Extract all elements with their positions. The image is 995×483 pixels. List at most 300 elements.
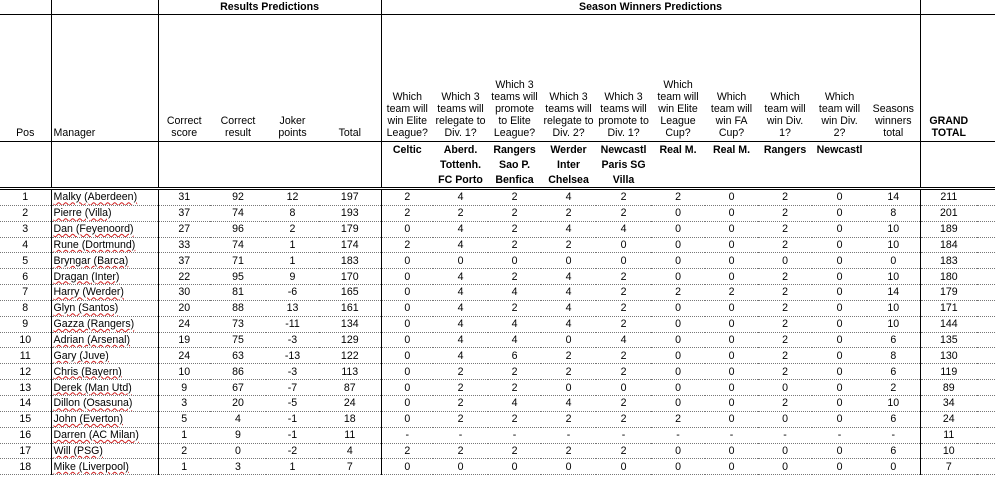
winner-cell bbox=[705, 172, 758, 189]
table-row bbox=[0, 364, 995, 380]
prediction-cell: 0 bbox=[705, 348, 758, 364]
prediction-cell: 4 bbox=[596, 221, 651, 237]
joker-points-cell: -6 bbox=[266, 285, 319, 301]
prediction-cell: 0 bbox=[541, 253, 596, 269]
grand-total-cell: 189 bbox=[920, 221, 977, 237]
winner-cell: Villa bbox=[596, 172, 651, 189]
winner-cell: Real M. bbox=[651, 142, 705, 158]
correct-score-cell: 20 bbox=[158, 300, 210, 316]
col-q4: Which 3 teams will relegate to Div. 2? bbox=[541, 15, 596, 142]
pos-cell: 17 bbox=[0, 443, 51, 459]
prediction-cell: 0 bbox=[705, 316, 758, 332]
seasons-total-cell: 8 bbox=[867, 205, 920, 221]
grand-total-cell: 34 bbox=[920, 395, 977, 411]
prediction-cell: 2 bbox=[381, 205, 433, 221]
seasons-total-cell: 6 bbox=[867, 411, 920, 427]
prediction-cell: 0 bbox=[381, 221, 433, 237]
prediction-cell: 2 bbox=[488, 237, 541, 253]
prediction-cell: 4 bbox=[541, 221, 596, 237]
correct-result-cell: 88 bbox=[210, 300, 266, 316]
prediction-cell: 0 bbox=[651, 459, 705, 475]
prediction-cell: 2 bbox=[433, 395, 488, 411]
prediction-cell: 0 bbox=[705, 443, 758, 459]
pos-cell: 6 bbox=[0, 269, 51, 285]
prediction-cell: 0 bbox=[381, 411, 433, 427]
prediction-cell: 0 bbox=[812, 221, 867, 237]
manager-cell bbox=[51, 427, 158, 443]
prediction-cell: - bbox=[812, 427, 867, 443]
prediction-cell: 0 bbox=[705, 332, 758, 348]
pos-cell: 7 bbox=[0, 285, 51, 301]
prediction-cell: 0 bbox=[812, 189, 867, 206]
pos-cell: 14 bbox=[0, 395, 51, 411]
prediction-cell: 0 bbox=[541, 459, 596, 475]
table-row bbox=[0, 411, 995, 427]
prediction-cell: 4 bbox=[433, 316, 488, 332]
prediction-cell: 2 bbox=[541, 348, 596, 364]
prediction-cell: 0 bbox=[541, 332, 596, 348]
winner-cell: Celtic bbox=[381, 142, 433, 158]
manager-name: John (Everton) bbox=[53, 413, 123, 426]
table-row bbox=[0, 380, 995, 396]
prediction-cell: 0 bbox=[812, 364, 867, 380]
manager-cell bbox=[51, 316, 158, 332]
winners-rows bbox=[0, 142, 995, 189]
winner-cell: Newcastl bbox=[812, 142, 867, 158]
prediction-cell: 2 bbox=[758, 285, 812, 301]
prediction-cell: 0 bbox=[433, 459, 488, 475]
prediction-cell: 0 bbox=[812, 395, 867, 411]
prediction-cell: 2 bbox=[758, 205, 812, 221]
seasons-total-cell: - bbox=[867, 427, 920, 443]
prediction-cell: 0 bbox=[812, 237, 867, 253]
correct-result-cell: 86 bbox=[210, 364, 266, 380]
pos-cell: 10 bbox=[0, 332, 51, 348]
joker-points-cell: -1 bbox=[266, 427, 319, 443]
manager-cell bbox=[51, 221, 158, 237]
prediction-cell: 0 bbox=[812, 316, 867, 332]
prediction-cell: 2 bbox=[488, 269, 541, 285]
correct-score-cell: 1 bbox=[158, 427, 210, 443]
prediction-cell: 2 bbox=[596, 300, 651, 316]
pos-cell: 8 bbox=[0, 300, 51, 316]
winner-cell bbox=[812, 157, 867, 172]
correct-score-cell: 33 bbox=[158, 237, 210, 253]
correct-score-cell: 5 bbox=[158, 411, 210, 427]
prediction-cell: 2 bbox=[651, 189, 705, 206]
manager-cell bbox=[51, 285, 158, 301]
grand-total-cell: 10 bbox=[920, 443, 977, 459]
prediction-cell: 2 bbox=[488, 411, 541, 427]
total-cell: 161 bbox=[319, 300, 381, 316]
prediction-cell: 4 bbox=[433, 300, 488, 316]
prediction-cell: 0 bbox=[651, 221, 705, 237]
prediction-cell: 0 bbox=[705, 237, 758, 253]
prediction-cell: 2 bbox=[433, 443, 488, 459]
prediction-cell: 4 bbox=[488, 395, 541, 411]
winner-cell: Paris SG bbox=[601, 158, 646, 171]
seasons-total-cell: 8 bbox=[867, 348, 920, 364]
seasons-total-cell: 0 bbox=[867, 253, 920, 269]
prediction-cell: 2 bbox=[758, 348, 812, 364]
prediction-cell: 0 bbox=[381, 332, 433, 348]
col-grand-total: GRAND TOTAL bbox=[920, 15, 977, 142]
winner-cell: Inter bbox=[557, 158, 581, 171]
table-row bbox=[0, 221, 995, 237]
correct-score-cell: 9 bbox=[158, 380, 210, 396]
winner-cell: Real M. bbox=[705, 142, 758, 158]
winner-cell bbox=[758, 172, 812, 189]
winner-cell: Rangers bbox=[758, 142, 812, 158]
prediction-cell: 2 bbox=[758, 221, 812, 237]
pos-cell: 4 bbox=[0, 237, 51, 253]
joker-points-cell: 1 bbox=[266, 237, 319, 253]
joker-points-cell: -13 bbox=[266, 348, 319, 364]
prediction-cell: 0 bbox=[812, 443, 867, 459]
prediction-cell: 6 bbox=[488, 348, 541, 364]
prediction-cell: 2 bbox=[488, 443, 541, 459]
correct-score-cell: 24 bbox=[158, 316, 210, 332]
prediction-cell: 2 bbox=[433, 380, 488, 396]
season-winners-header: Season Winners Predictions bbox=[579, 1, 723, 13]
prediction-cell: 0 bbox=[596, 459, 651, 475]
prediction-cell: 4 bbox=[541, 395, 596, 411]
prediction-cell: 2 bbox=[758, 316, 812, 332]
prediction-cell: 0 bbox=[651, 332, 705, 348]
joker-points-cell: -7 bbox=[266, 380, 319, 396]
table-row bbox=[0, 316, 995, 332]
grand-total-cell: 7 bbox=[920, 459, 977, 475]
seasons-total-cell: 14 bbox=[867, 189, 920, 206]
col-q2: Which 3 teams will relegate to Div. 1? bbox=[433, 15, 488, 142]
prediction-cell: 4 bbox=[541, 189, 596, 206]
prediction-cell: 0 bbox=[705, 395, 758, 411]
manager-name: Malky (Aberdeen) bbox=[53, 191, 138, 204]
table-row bbox=[0, 348, 995, 364]
manager-cell bbox=[51, 189, 158, 206]
prediction-cell: 0 bbox=[381, 380, 433, 396]
prediction-cell: 2 bbox=[541, 205, 596, 221]
prediction-cell: 2 bbox=[758, 300, 812, 316]
manager-name: Derek (Man Utd) bbox=[53, 381, 132, 394]
correct-score-cell: 10 bbox=[158, 364, 210, 380]
prediction-cell: 0 bbox=[705, 189, 758, 206]
correct-score-cell: 2 bbox=[158, 443, 210, 459]
pos-cell: 1 bbox=[0, 189, 51, 206]
joker-points-cell: -3 bbox=[266, 364, 319, 380]
table-row bbox=[0, 300, 995, 316]
manager-cell bbox=[51, 269, 158, 285]
prediction-cell: 4 bbox=[541, 285, 596, 301]
correct-score-cell: 37 bbox=[158, 253, 210, 269]
total-cell: 165 bbox=[319, 285, 381, 301]
joker-points-cell: 1 bbox=[266, 459, 319, 475]
prediction-cell: 0 bbox=[758, 459, 812, 475]
table-row bbox=[0, 459, 995, 475]
winner-cell bbox=[705, 157, 758, 172]
manager-name: Rune (Dortmund) bbox=[53, 238, 136, 251]
grand-total-cell: 89 bbox=[920, 380, 977, 396]
prediction-cell: 2 bbox=[596, 285, 651, 301]
prediction-cell: 0 bbox=[812, 205, 867, 221]
prediction-cell: 4 bbox=[433, 269, 488, 285]
prediction-cell: 0 bbox=[488, 253, 541, 269]
prediction-cell: 2 bbox=[488, 300, 541, 316]
winner-cell bbox=[651, 157, 705, 172]
correct-result-cell: 63 bbox=[210, 348, 266, 364]
correct-result-cell: 4 bbox=[210, 411, 266, 427]
manager-name: Bryngar (Barca) bbox=[53, 254, 129, 267]
manager-name: Will (PSG) bbox=[53, 444, 103, 457]
seasons-total-cell: 10 bbox=[867, 300, 920, 316]
correct-score-cell: 24 bbox=[158, 348, 210, 364]
prediction-cell: 0 bbox=[651, 253, 705, 269]
correct-result-cell: 3 bbox=[210, 459, 266, 475]
winner-cell bbox=[651, 172, 705, 189]
correct-score-cell: 3 bbox=[158, 395, 210, 411]
prediction-cell: 4 bbox=[541, 300, 596, 316]
prediction-cell: 0 bbox=[651, 237, 705, 253]
manager-cell bbox=[51, 253, 158, 269]
grand-total-cell: 180 bbox=[920, 269, 977, 285]
prediction-cell: 0 bbox=[812, 269, 867, 285]
correct-result-cell: 67 bbox=[210, 380, 266, 396]
winner-cell: Benfica bbox=[488, 172, 541, 189]
prediction-cell: 2 bbox=[596, 269, 651, 285]
winner-cell: Werder bbox=[541, 142, 596, 158]
joker-points-cell: -5 bbox=[266, 395, 319, 411]
prediction-cell: 2 bbox=[705, 285, 758, 301]
correct-result-cell: 71 bbox=[210, 253, 266, 269]
table-row bbox=[0, 205, 995, 221]
manager-rows bbox=[0, 189, 995, 475]
grand-total-cell: 135 bbox=[920, 332, 977, 348]
table-row bbox=[0, 253, 995, 269]
correct-score-cell: 31 bbox=[158, 189, 210, 206]
prediction-cell: 0 bbox=[381, 285, 433, 301]
total-cell: 18 bbox=[319, 411, 381, 427]
prediction-cell: 0 bbox=[433, 253, 488, 269]
total-cell: 129 bbox=[319, 332, 381, 348]
correct-score-cell: 1 bbox=[158, 459, 210, 475]
col-q5: Which 3 teams will promote to Div. 1? bbox=[596, 15, 651, 142]
correct-result-cell: 74 bbox=[210, 237, 266, 253]
prediction-cell: 0 bbox=[651, 380, 705, 396]
winner-cell bbox=[381, 172, 433, 189]
manager-cell bbox=[51, 443, 158, 459]
prediction-cell: - bbox=[541, 427, 596, 443]
prediction-cell: 2 bbox=[596, 205, 651, 221]
prediction-cell: 0 bbox=[651, 316, 705, 332]
correct-result-cell: 20 bbox=[210, 395, 266, 411]
pos-cell: 9 bbox=[0, 316, 51, 332]
prediction-cell: 4 bbox=[541, 269, 596, 285]
prediction-cell: 2 bbox=[433, 411, 488, 427]
prediction-cell: - bbox=[433, 427, 488, 443]
prediction-cell: 0 bbox=[381, 300, 433, 316]
joker-points-cell: 13 bbox=[266, 300, 319, 316]
manager-cell bbox=[51, 380, 158, 396]
winners-row bbox=[0, 157, 995, 172]
winner-cell: Chelsea bbox=[541, 172, 596, 189]
total-cell: 197 bbox=[319, 189, 381, 206]
correct-score-cell: 37 bbox=[158, 205, 210, 221]
prediction-cell: 2 bbox=[758, 237, 812, 253]
prediction-cell: 0 bbox=[812, 285, 867, 301]
joker-points-cell: -3 bbox=[266, 332, 319, 348]
seasons-total-cell: 10 bbox=[867, 395, 920, 411]
correct-result-cell: 0 bbox=[210, 443, 266, 459]
table-row bbox=[0, 237, 995, 253]
prediction-cell: 0 bbox=[651, 269, 705, 285]
prediction-cell: 0 bbox=[705, 411, 758, 427]
prediction-cell: 2 bbox=[488, 364, 541, 380]
prediction-cell: 2 bbox=[381, 189, 433, 206]
manager-cell bbox=[51, 459, 158, 475]
total-cell: 170 bbox=[319, 269, 381, 285]
prediction-cell: 0 bbox=[812, 300, 867, 316]
prediction-cell: 0 bbox=[381, 269, 433, 285]
prediction-cell: 2 bbox=[381, 443, 433, 459]
prediction-cell: 0 bbox=[812, 332, 867, 348]
manager-name: Adrian (Arsenal) bbox=[53, 334, 131, 347]
joker-points-cell: 12 bbox=[266, 189, 319, 206]
col-q8: Which team will win Div. 1? bbox=[758, 15, 812, 142]
grand-total-cell: 11 bbox=[920, 427, 977, 443]
col-seasons-total: Seasons winners total bbox=[867, 15, 920, 142]
table-row bbox=[0, 443, 995, 459]
grand-total-cell: 144 bbox=[920, 316, 977, 332]
manager-name: Harry (Werder) bbox=[53, 286, 124, 299]
seasons-total-cell: 6 bbox=[867, 443, 920, 459]
prediction-cell: 0 bbox=[381, 316, 433, 332]
col-q9: Which team will win Div. 2? bbox=[812, 15, 867, 142]
seasons-total-cell: 10 bbox=[867, 269, 920, 285]
manager-cell bbox=[51, 364, 158, 380]
grand-total-cell: 130 bbox=[920, 348, 977, 364]
prediction-cell: 0 bbox=[381, 364, 433, 380]
manager-cell bbox=[51, 332, 158, 348]
prediction-cell: - bbox=[381, 427, 433, 443]
grand-total-cell: 184 bbox=[920, 237, 977, 253]
total-cell: 4 bbox=[319, 443, 381, 459]
prediction-cell: 2 bbox=[541, 364, 596, 380]
prediction-cell: 4 bbox=[433, 221, 488, 237]
total-cell: 179 bbox=[319, 221, 381, 237]
seasons-total-cell: 10 bbox=[867, 316, 920, 332]
winner-cell bbox=[758, 157, 812, 172]
prediction-cell: 2 bbox=[596, 411, 651, 427]
table-row bbox=[0, 189, 995, 206]
joker-points-cell: -11 bbox=[266, 316, 319, 332]
winner-cell: Aberd. bbox=[433, 142, 488, 158]
prediction-cell: 0 bbox=[705, 459, 758, 475]
prediction-cell: - bbox=[651, 427, 705, 443]
table-row bbox=[0, 269, 995, 285]
joker-points-cell: 9 bbox=[266, 269, 319, 285]
grand-total-cell: 119 bbox=[920, 364, 977, 380]
correct-result-cell: 75 bbox=[210, 332, 266, 348]
prediction-cell: 2 bbox=[596, 316, 651, 332]
prediction-cell: 0 bbox=[705, 380, 758, 396]
prediction-cell: 2 bbox=[488, 380, 541, 396]
manager-name: Dragan (Inter) bbox=[53, 270, 120, 283]
prediction-cell: 0 bbox=[381, 459, 433, 475]
correct-result-cell: 81 bbox=[210, 285, 266, 301]
total-cell: 122 bbox=[319, 348, 381, 364]
correct-score-cell: 19 bbox=[158, 332, 210, 348]
prediction-cell: 2 bbox=[758, 269, 812, 285]
prediction-cell: 2 bbox=[541, 411, 596, 427]
prediction-cell: 0 bbox=[381, 395, 433, 411]
prediction-cell: 0 bbox=[758, 253, 812, 269]
prediction-cell: 0 bbox=[812, 411, 867, 427]
prediction-cell: 0 bbox=[381, 253, 433, 269]
prediction-cell: 2 bbox=[596, 443, 651, 459]
manager-name: Dillon (Osasuna) bbox=[53, 397, 133, 410]
col-q6: Which team will win Elite League Cup? bbox=[651, 15, 705, 142]
grand-total-cell: 24 bbox=[920, 411, 977, 427]
prediction-cell: 4 bbox=[596, 332, 651, 348]
winner-cell: Tottenh. bbox=[440, 158, 482, 171]
correct-result-cell: 95 bbox=[210, 269, 266, 285]
table-row bbox=[0, 427, 995, 443]
pos-cell: 13 bbox=[0, 380, 51, 396]
prediction-cell: 4 bbox=[541, 316, 596, 332]
manager-cell bbox=[51, 395, 158, 411]
pos-cell: 11 bbox=[0, 348, 51, 364]
prediction-cell: 0 bbox=[705, 300, 758, 316]
winner-cell: Newcastl bbox=[596, 142, 651, 158]
prediction-cell: 4 bbox=[488, 332, 541, 348]
prediction-cell: 2 bbox=[651, 411, 705, 427]
prediction-cell: 0 bbox=[812, 380, 867, 396]
correct-score-cell: 27 bbox=[158, 221, 210, 237]
prediction-cell: 2 bbox=[488, 221, 541, 237]
prediction-cell: 2 bbox=[758, 395, 812, 411]
pos-cell: 3 bbox=[0, 221, 51, 237]
prediction-cell: 0 bbox=[812, 253, 867, 269]
winner-cell: FC Porto bbox=[433, 172, 488, 189]
grand-total-cell: 183 bbox=[920, 253, 977, 269]
prediction-cell: 0 bbox=[651, 443, 705, 459]
prediction-cell: 0 bbox=[488, 459, 541, 475]
correct-score-cell: 30 bbox=[158, 285, 210, 301]
seasons-total-cell: 10 bbox=[867, 221, 920, 237]
prediction-cell: - bbox=[705, 427, 758, 443]
prediction-cell: 0 bbox=[705, 253, 758, 269]
seasons-total-cell: 6 bbox=[867, 332, 920, 348]
winner-cell: Sao P. bbox=[499, 158, 531, 171]
winner-cell bbox=[381, 157, 433, 172]
total-cell: 7 bbox=[319, 459, 381, 475]
total-cell: 174 bbox=[319, 237, 381, 253]
prediction-cell: 4 bbox=[433, 189, 488, 206]
winner-cell: Rangers bbox=[488, 142, 541, 158]
prediction-cell: 2 bbox=[541, 443, 596, 459]
winners-row bbox=[0, 172, 995, 189]
manager-name: Darren (AC Milan) bbox=[53, 429, 139, 442]
prediction-cell: 0 bbox=[812, 459, 867, 475]
manager-name: Chris (Bayern) bbox=[53, 365, 122, 378]
seasons-total-cell: 2 bbox=[867, 380, 920, 396]
prediction-cell: 0 bbox=[381, 348, 433, 364]
joker-points-cell: -2 bbox=[266, 443, 319, 459]
col-total: Total bbox=[319, 15, 381, 142]
seasons-total-cell: 6 bbox=[867, 364, 920, 380]
prediction-cell: 0 bbox=[596, 237, 651, 253]
seasons-total-cell: 14 bbox=[867, 285, 920, 301]
